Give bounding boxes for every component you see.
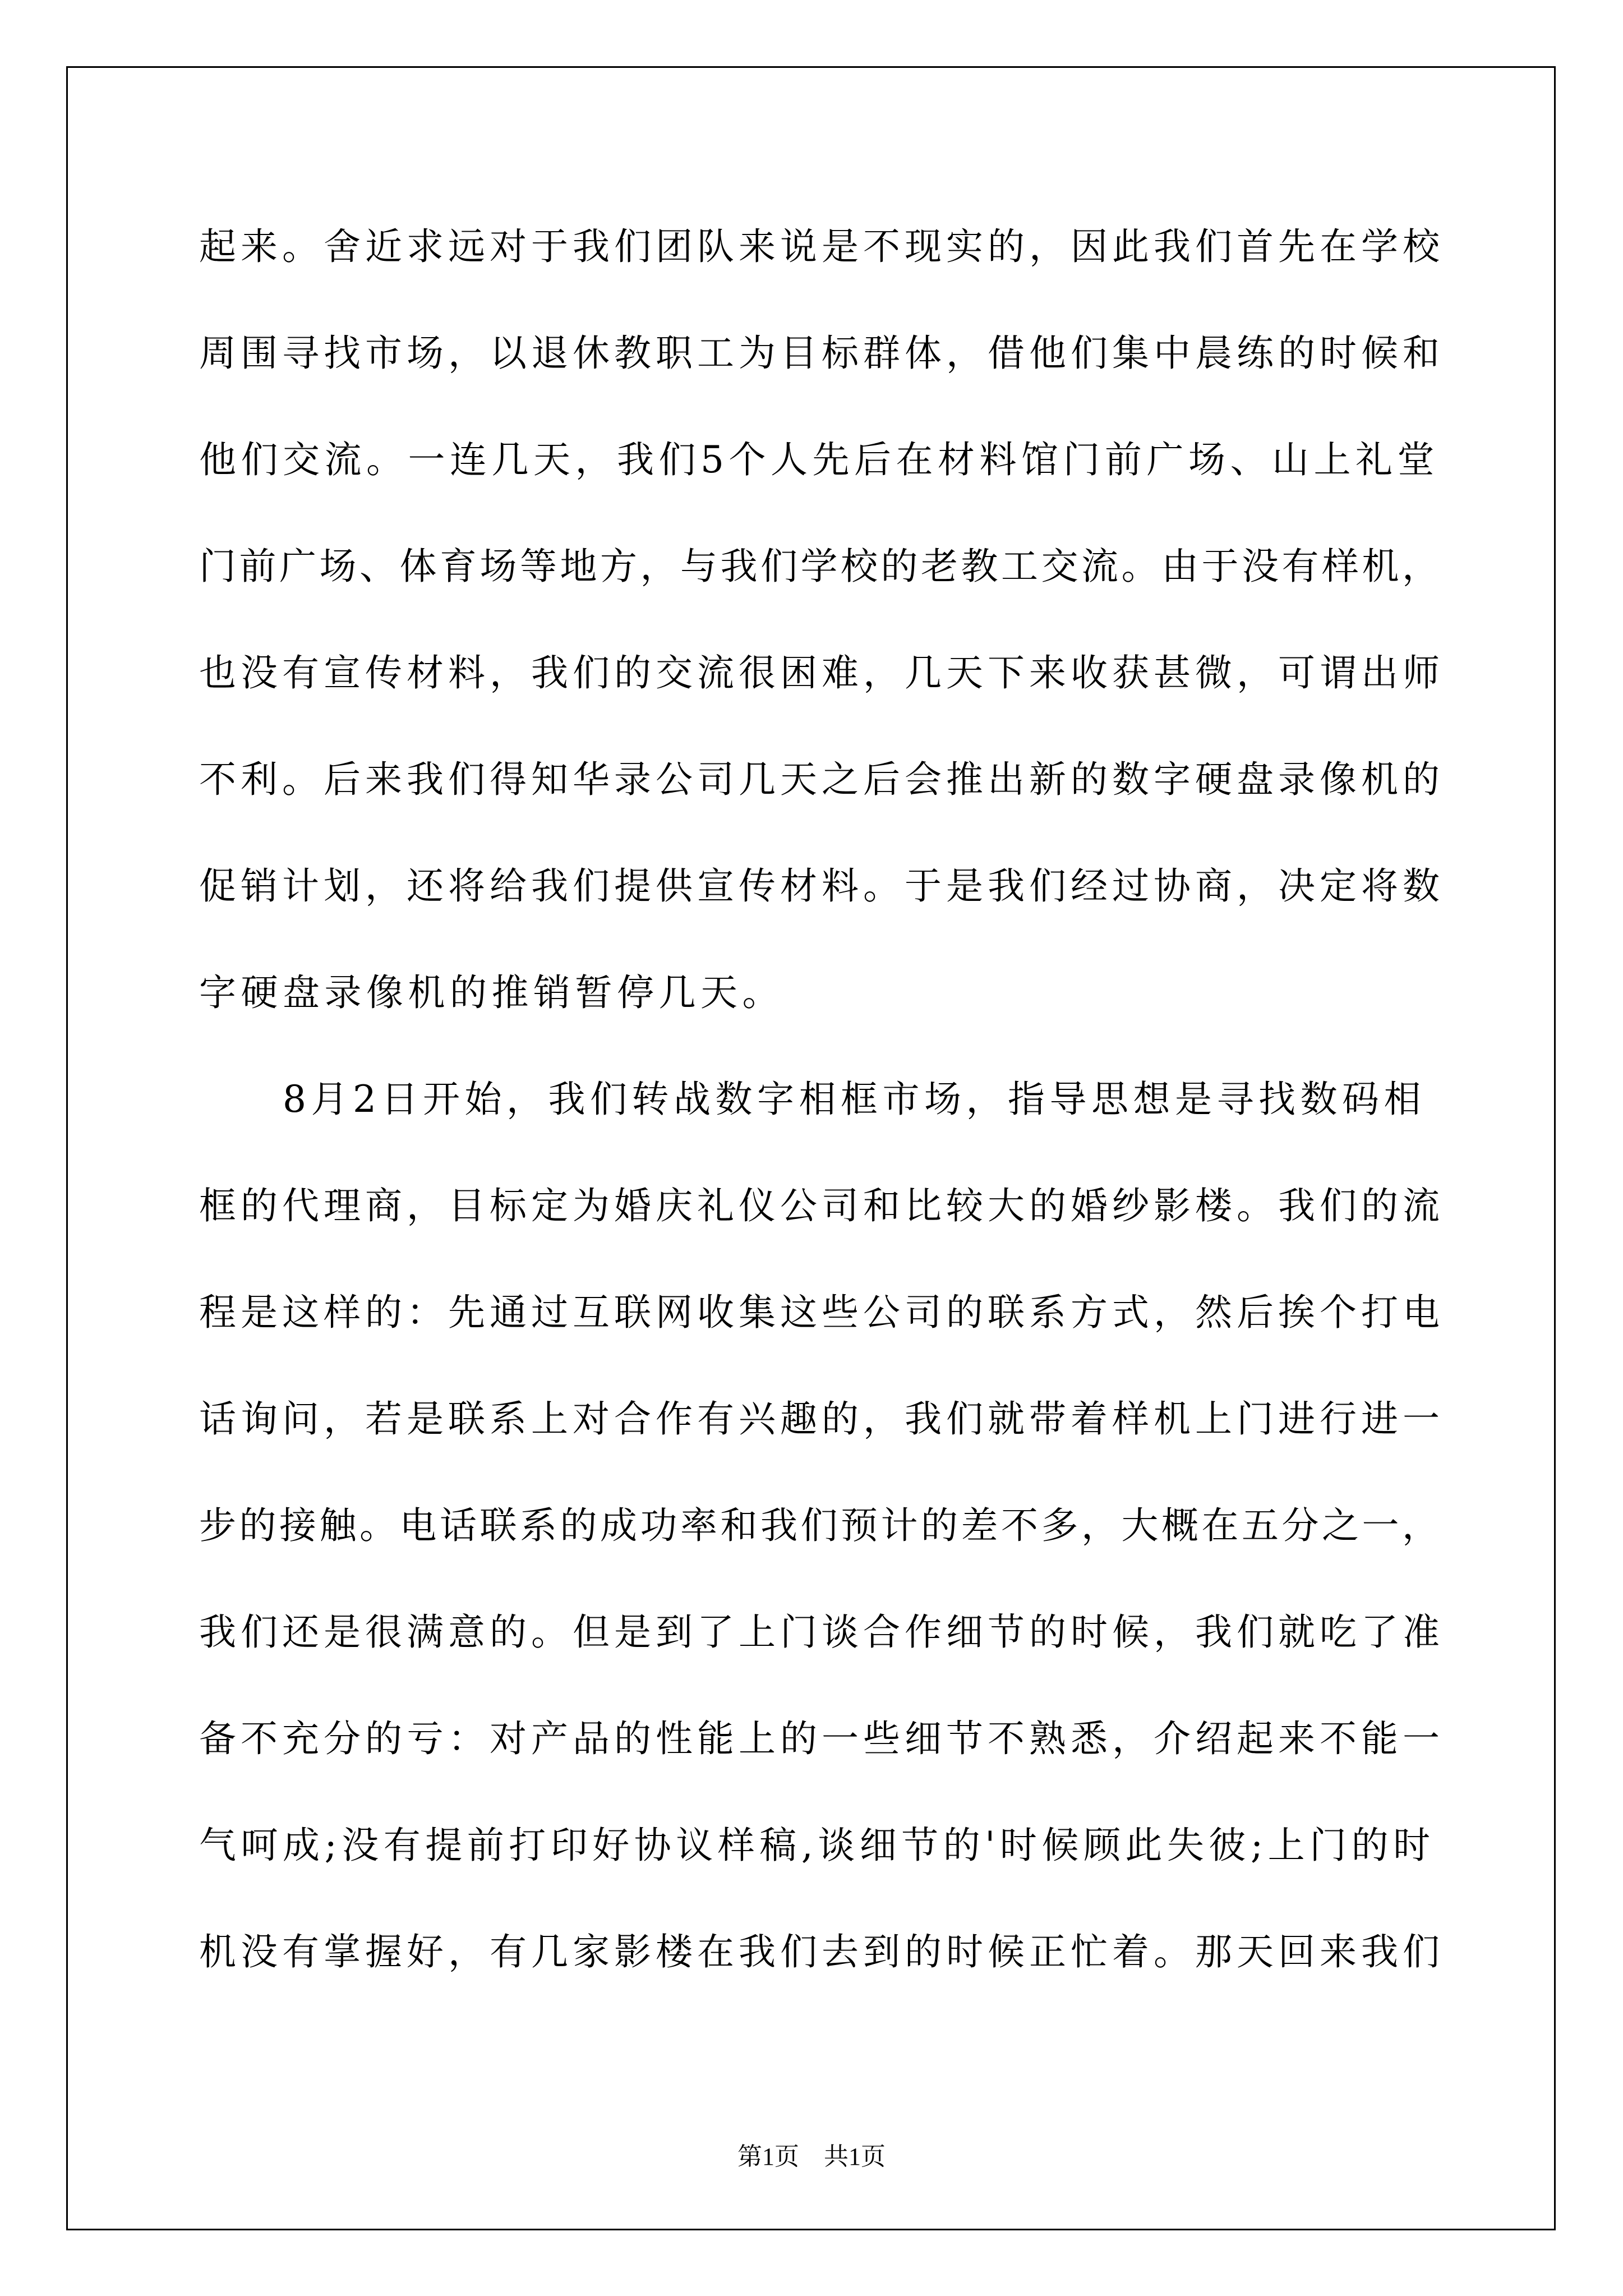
text-line: 我们还是很满意的。但是到了上门谈合作细节的时候，我们就吃了准 [199, 1611, 1444, 1654]
text-line: 字硬盘录像机的推销暂停几天。 [199, 971, 784, 1014]
text-line: 起来。舍近求远对于我们团队来说是不现实的，因此我们首先在学校 [199, 225, 1444, 268]
text-line: 步的接触。电话联系的成功率和我们预计的差不多，大概在五分之一， [199, 1504, 1442, 1547]
text-line: 话询问，若是联系上对合作有兴趣的，我们就带着样机上门进行进一 [199, 1397, 1444, 1441]
paragraph-2 [199, 1046, 1444, 2005]
text-line: 备不充分的亏：对产品的性能上的一些细节不熟悉，介绍起来不能一 [199, 1717, 1444, 1760]
text-line: 8月2日开始，我们转战数字相框市场，指导思想是寻找数码相 [199, 1078, 1426, 1121]
text-line: 不利。后来我们得知华录公司几天之后会推出新的数字硬盘录像机的 [199, 758, 1444, 801]
text-line: 气呵成;没有提前打印好协议样稿,谈细节的'时候顾此失彼;上门的时 [199, 1824, 1435, 1867]
text-line: 门前广场、体育场等地方，与我们学校的老教工交流。由于没有样机， [199, 545, 1442, 588]
text-line: 促销计划，还将给我们提供宣传材料。于是我们经过协商，决定将数 [199, 864, 1444, 908]
text-line: 框的代理商，目标定为婚庆礼仪公司和比较大的婚纱影楼。我们的流 [199, 1184, 1444, 1227]
text-line: 程是这样的：先通过互联网收集这些公司的联系方式，然后挨个打电 [199, 1291, 1444, 1334]
text-line: 也没有宣传材料，我们的交流很困难，几天下来收获甚微，可谓出师 [199, 651, 1444, 694]
paragraph-1 [199, 194, 1444, 1046]
text-line: 周围寻找市场，以退休教职工为目标群体，借他们集中晨练的时候和 [199, 332, 1444, 375]
text-line: 他们交流。一连几天，我们5个人先后在材料馆门前广场、山上礼堂 [199, 438, 1439, 481]
page-footer: 第1页 共1页 [737, 2143, 886, 2170]
text-line: 机没有掌握好，有几家影楼在我们去到的时候正忙着。那天回来我们 [199, 1930, 1444, 1973]
